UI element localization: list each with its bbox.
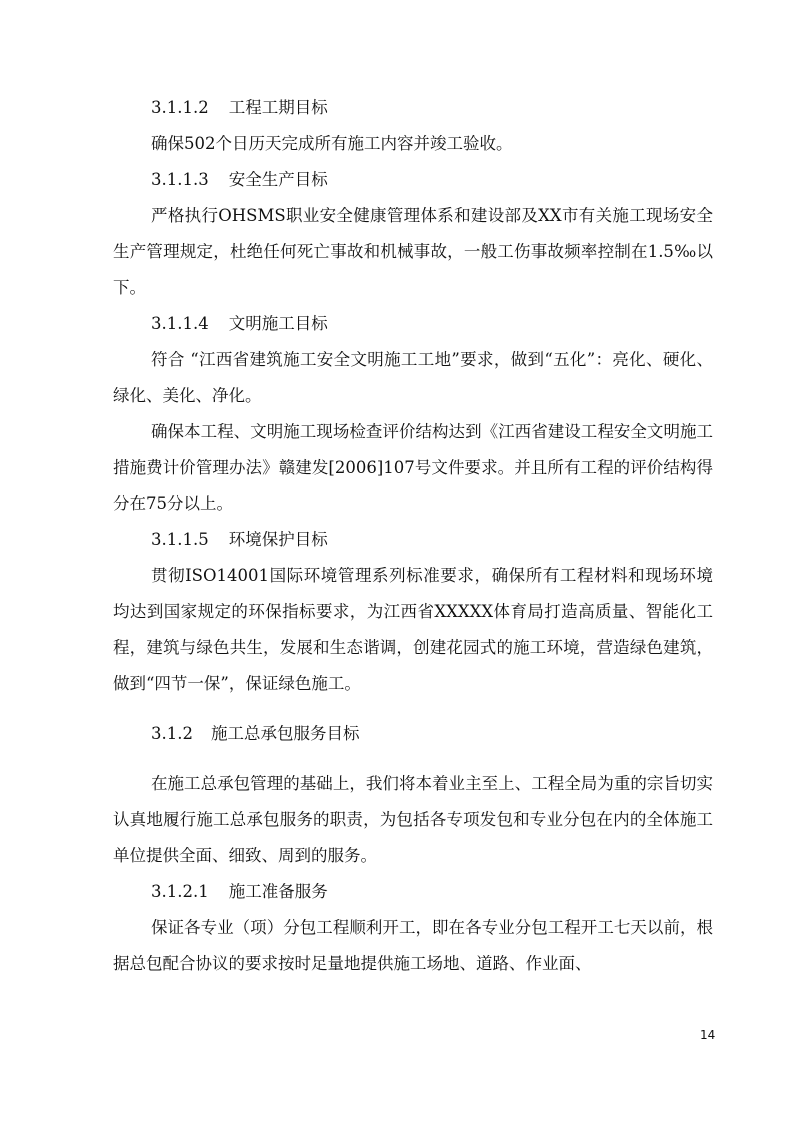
document-body (113, 90, 713, 982)
paragraph-service-goal: 在施工总承包管理的基础上，我们将本着业主至上、工程全局为重的宗旨切实认真地履行施工总承包服务的职责，为包括各专项发包和专业分包在内的全体施工单位提供全面、细致、周到的服务。 (113, 774, 713, 865)
heading-number: 3.1.1.3 (151, 170, 209, 189)
heading-number: 3.1.1.5 (151, 530, 209, 549)
heading-title: 安全生产目标 (228, 170, 328, 189)
paragraph-preparation-service: 保证各专业（项）分包工程顺利开工，即在各专业分包工程开工七天以前，根据总包配合协议的要求按时足量地提供施工场地、道路、作业面、 (113, 918, 713, 973)
heading-3-1-1-3 (113, 162, 713, 198)
page-number: 14 (700, 1028, 716, 1042)
heading-title: 文明施工目标 (228, 314, 328, 333)
heading-3-1-2 (113, 716, 713, 752)
heading-number: 3.1.2.1 (151, 882, 209, 901)
paragraph-environment-goal: 贯彻ISO14001国际环境管理系列标准要求，确保所有工程材料和现场环境均达到国家规定的环保指标要求，为江西省XXXXX体育局打造高质量、智能化工程，建筑与绿色共生，发展和生态谐调，创建花园式的施工环境，营造绿色建筑，做到“四节一保”，保证绿色施工。 (113, 566, 713, 693)
heading-title: 环境保护目标 (228, 530, 328, 549)
heading-title: 工程工期目标 (228, 98, 328, 117)
heading-title: 施工准备服务 (228, 882, 328, 901)
heading-3-1-1-4 (113, 306, 713, 342)
heading-number: 3.1.1.4 (151, 314, 209, 333)
heading-number: 3.1.1.2 (151, 98, 209, 117)
paragraph-civilized-goal-1: 符合 “江西省建筑施工安全文明施工工地”要求，做到“五化”：亮化、硬化、绿化、美化、净化。 (113, 350, 713, 405)
heading-number: 3.1.2 (151, 724, 193, 743)
heading-3-1-2-1 (113, 874, 713, 910)
heading-title: 施工总承包服务目标 (210, 724, 360, 743)
heading-3-1-1-2 (113, 90, 713, 126)
paragraph-schedule-goal: 确保502个日历天完成所有施工内容并竣工验收。 (151, 134, 513, 153)
heading-3-1-1-5 (113, 522, 713, 558)
paragraph-civilized-goal-2: 确保本工程、文明施工现场检查评价结构达到《江西省建设工程安全文明施工措施费计价管理办法》赣建发[2006]107号文件要求。并且所有工程的评价结构得分在75分以上。 (113, 422, 713, 513)
paragraph-safety-goal: 严格执行OHSMS职业安全健康管理体系和建设部及XX市有关施工现场安全生产管理规定，杜绝任何死亡事故和机械事故，一般工伤事故频率控制在1.5‰以下。 (113, 206, 713, 297)
